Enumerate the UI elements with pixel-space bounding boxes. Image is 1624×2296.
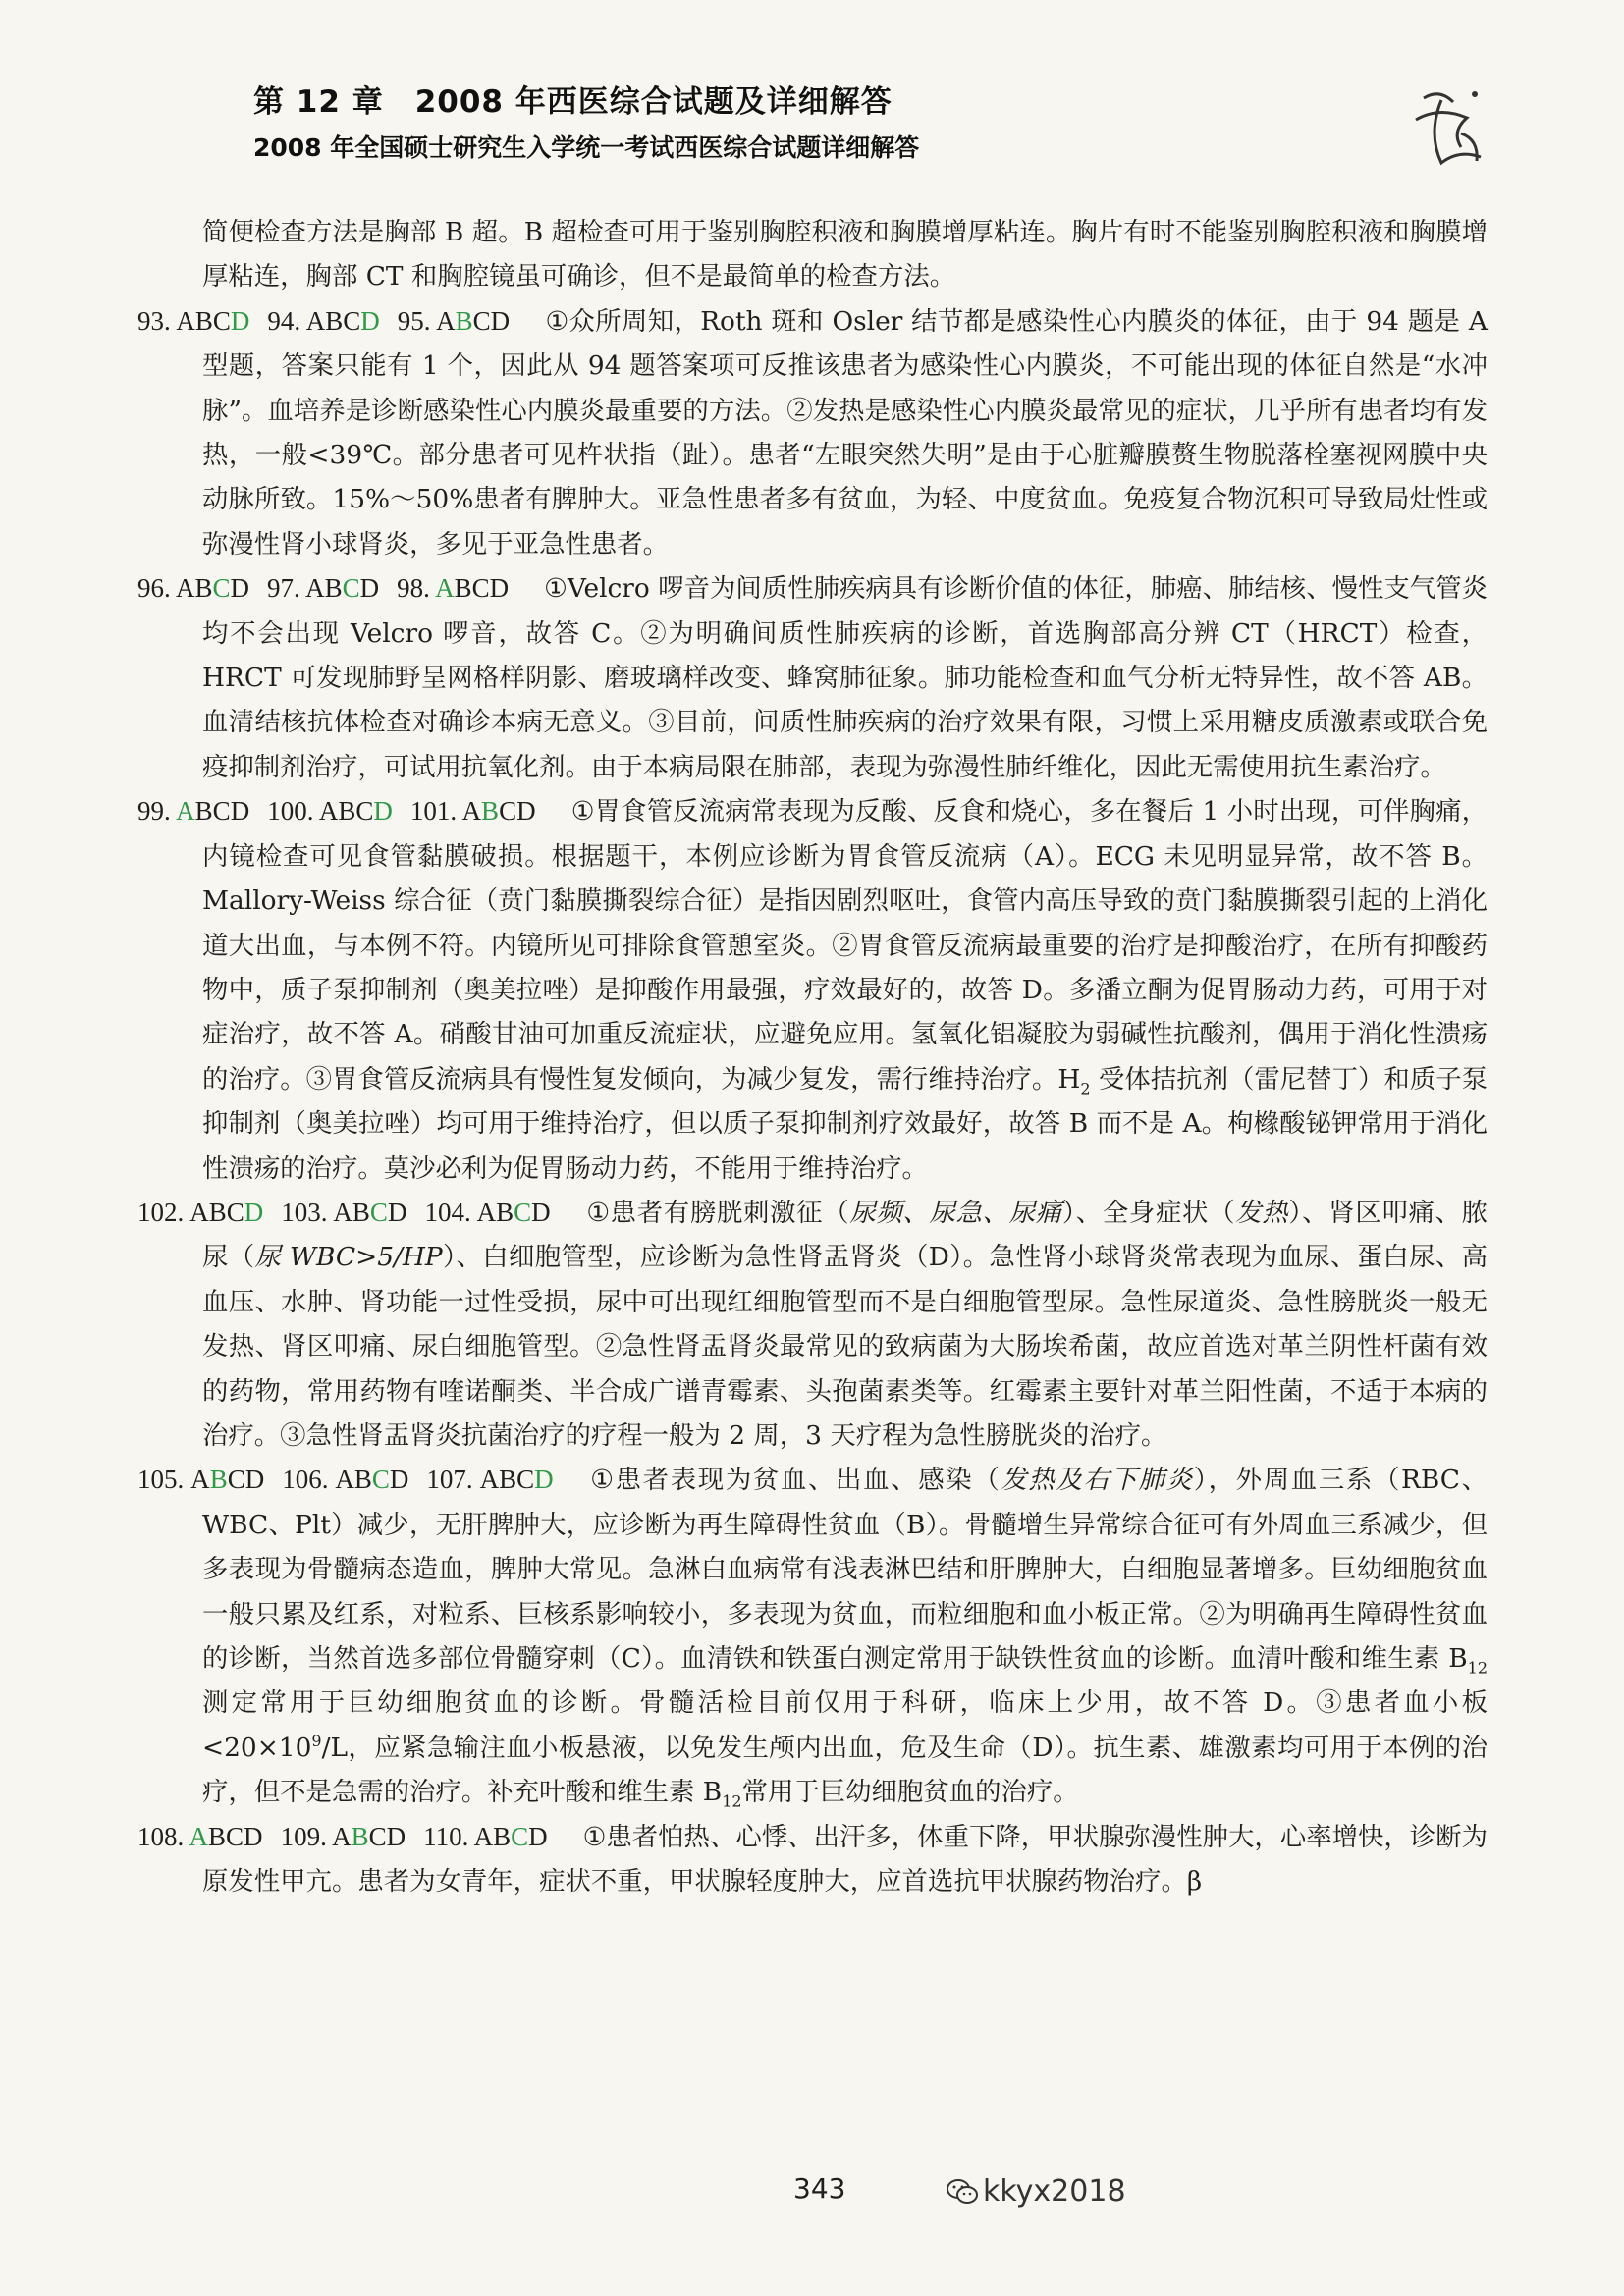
question-number: 108. [137,1821,185,1851]
answer-block-108-110: 108. ABCD 109. ABCD 110. ABCD ①患者怕热、心悸、出汗多，体重下降，甲状腺弥漫性肿大，心率增快，诊断为原发性甲亢。患者为女青年，症状不重，甲状腺轻度肿大，应首选抗甲状腺药物治疗。β [137,1821,1488,1897]
question-number: 110. [423,1821,469,1851]
explanation-text: /L，应紧急输注血小板悬液，以免发生颅内出血，危及生命（D）。抗生素、雄激素均可用于本例的治疗，但不是急需的治疗。补充叶酸和维生素 B [202,1732,1488,1808]
question-number: 102. [137,1197,185,1227]
explanation-text: ），外周血三系（RBC、WBC、Plt）减少，无肝脾肿大，应诊断为再生障碍性贫血（B）。骨髓增生异常综合征可有外周血三系减少，但多表现为骨髓病态造血，脾肿大常见。急淋白血病常有浅表淋巴结和肝脾肿大，白细胞显著增多。巨幼细胞贫血一般只累及红系，对粒系、巨核系影响较小，多表现为贫血，而粒细胞和血小板正常。②为明确再生障碍性贫血的诊断，当然首选多部位骨髓穿刺（C）。血清铁和铁蛋白测定常用于缺铁性贫血的诊断。血清叶酸和维生素 B [202,1465,1489,1674]
italic-text: 尿频、尿急、尿痛 [849,1197,1062,1228]
watermark [946,2174,1126,2209]
question-number: 96. [137,573,171,604]
answer-block-105-107: 105. ABCD 106. ABCD 107. ABCD ①患者表现为贫血、出血、感染（发热及右下肺炎），外周血三系（RBC、WBC、Plt）减少，无肝脾肿大，应诊断为再生障碍性贫血（B）。骨髓增生异常综合征可有外周血三系减少，但多表现为骨髓病态造血，脾肿大常见。急淋白血病常有浅表淋巴结和肝脾肿大，白细胞显著增多。巨幼细胞贫血一般只累及红系，对粒系、巨核系影响较小，多表现为贫血，而粒细胞和血小板正常。②为明确再生障碍性贫血的诊断，当然首选多部位骨髓穿刺（C）。血清铁和铁蛋白测定常用于缺铁性贫血的诊断。血清叶酸和维生素 $B_{12}$测定常用于巨幼细胞贫血的诊断。骨髓活检目前仅用于科研，临床上少用，故不答 D。③患者血小板$<20\times 10^9/L$，应紧急输注血小板悬液，以免发生颅内出血，危及生命（D）。抗生素、雄激素均可用于本例的治疗，但不是急需的治疗。补充叶酸和维生素 $B_{12}$常用于巨幼细胞贫血的治疗。 [137,1465,1489,1811]
watermark-text: kkyx2018 [983,2174,1126,2209]
question-number: 98. [397,573,430,604]
publisher-logo-icon [1402,79,1492,177]
chapter-title: 第 12 章 2008 年西医综合试题及详细解答 [253,84,893,120]
question-number: 109. [280,1821,327,1851]
answer-block-99-101: 99. ABCD 100. ABCD 101. ABCD ①胃食管反流病常表现为反酸、反食和烧心，多在餐后 1 小时出现，可伴胸痛，内镜检查可见食管黏膜破损。根据题干，本例应诊断为胃食管反流病（A）。ECG 未见明显异常，故不答 B。Mallory-Weiss 综合征（贲门黏膜撕裂综合征）是指因剧烈呕吐，食管内高压导致的贲门黏膜撕裂引起的上消化道大出血，与本例不符。内镜所见可排除食管憩室炎。②胃食管反流病最重要的治疗是抑酸治疗，在所有抑酸药物中，质子泵抑制剂（奥美拉唑）是抑酸作用最强，疗效最好的，故答 D。多潘立酮为促胃肠动力药，可用于对症治疗，故不答 A。硝酸甘油可加重反流症状，应避免应用。氢氧化铝凝胶为弱碱性抗酸剂，偶用于消化性溃疡的治疗。③胃食管反流病具有慢性复发倾向，为减少复发，需行维持治疗。$H_2$ 受体拮抗剂（雷尼替丁）和质子泵抑制剂（奥美拉唑）均可用于维持治疗，但以质子泵抑制剂疗效最好，故答 B 而不是 A。枸橼酸铋钾常用于消化性溃疡的治疗。莫沙必利为促胃肠动力药，不能用于维持治疗。 [137,796,1489,1184]
subscript: 12 [1467,1658,1488,1678]
answer-block-93-95: 93. ABCD 94. ABCD 95. ABCD ①众所周知，Roth 斑和 Osler 结节都是感染性心内膜炎的体征，由于 94 题是 A 型题，答案只能有 1 个，因此从 94 题答案项可反推该患者为感染性心内膜炎，不可能出现的体征自然是“水冲脉”。血培养是诊断感染性心内膜炎最重要的方法。②发热是感染性心内膜炎最常见的症状，几乎所有患者均有发热，一般<39℃。部分患者可见杵状指（趾）。患者“左眼突然失明”是由于心脏瓣膜赘生物脱落栓塞视网膜中央动脉所致。15%～50%患者有脾肿大。亚急性患者多有贫血，为轻、中度贫血。免疫复合物沉积可导致局灶性或弥漫性肾小球肾炎，多见于亚急性患者。 [137,305,1488,560]
page-number: 343 [793,2172,846,2205]
explanation-text: ①众所周知，Roth 斑和 Osler 结节都是感染性心内膜炎的体征，由于 94 题是 A 型题，答案只能有 1 个，因此从 94 题答案项可反推该患者为感染性心内膜炎，不可能出现的体征自然是“水冲脉”。血培养是诊断感染性心内膜炎最重要的方法。②发热是感染性心内膜炎最常见的症状，几乎所有患者均有发热，一般<39℃。部分患者可见杵状指（趾）。患者“左眼突然失明”是由于心脏瓣膜赘生物脱落栓塞视网膜中央动脉所致。15%～50%患者有脾肿大。亚急性患者多有贫血，为轻、中度贫血。免疫复合物沉积可导致局灶性或弥漫性肾小球肾炎，多见于亚急性患者。 [202,305,1488,560]
answer-block-102-104: 102. ABCD 103. ABCD 104. ABCD ①患者有膀胱刺激征（尿频、尿急、尿痛）、全身症状（发热）、肾区叩痛、脓尿（尿 WBC>5/HP）、白细胞管型，应诊断为急性肾盂肾炎（D）。急性肾小球肾炎常表现为血尿、蛋白尿、高血压、水肿、肾功能一过性受损，尿中可出现红细胞管型而不是白细胞管型尿。急性尿道炎、急性膀胱炎一般无发热、肾区叩痛、尿白细胞管型。②急性肾盂肾炎最常见的致病菌为大肠埃希菌，故应首选对革兰阴性杆菌有效的药物，常用药物有喹诺酮类、半合成广谱青霉素、头孢菌素类等。红霉素主要针对革兰阳性菌，不适于本病的治疗。③急性肾盂肾炎抗菌治疗的疗程一般为 2 周，3 天疗程为急性膀胱炎的治疗。 [137,1197,1489,1451]
explanation-text: ①患者表现为贫血、出血、感染（ [588,1465,1001,1496]
explanation-text: ①胃食管反流病常表现为反酸、反食和烧心，多在餐后 1 小时出现，可伴胸痛，内镜检查可见食管黏膜破损。根据题干，本例应诊断为胃食管反流病（A）。ECG 未见明显异常，故不答 B。Mallory-Weiss 综合征（贲门黏膜撕裂综合征）是指因剧烈呕吐，食管内高压导致的贲门黏膜撕裂引起的上消化道大出血，与本例不符。内镜所见可排除食管憩室炎。②胃食管反流病最重要的治疗是抑酸治疗，在所有抑酸药物中，质子泵抑制剂（奥美拉唑）是抑酸作用最强，疗效最好的，故答 D。多潘立酮为促胃肠动力药，可用于对症治疗，故不答 A。硝酸甘油可加重反流症状，应避免应用。氢氧化铝凝胶为弱碱性抗酸剂，偶用于消化性溃疡的治疗。③胃食管反流病具有慢性复发倾向，为减少复发，需行维持治疗。H [202,796,1489,1095]
question-number: 106. [282,1465,329,1495]
explanation-text: ）、肾区叩痛、脓尿（ [202,1197,1488,1273]
question-number: 103. [281,1197,328,1227]
question-number: 105. [137,1465,185,1495]
page-footer [0,2164,1624,2223]
explanation-text: ）、全身症状（ [1061,1197,1236,1228]
section-subtitle: 2008 年全国硕士研究生入学统一考试西医综合试题详细解答 [253,133,920,162]
question-number: 107. [426,1465,473,1495]
question-number: 104. [424,1197,471,1227]
superscript: 9 [311,1732,322,1751]
subscript: 12 [722,1791,742,1811]
explanation-text: ）、白细胞管型，应诊断为急性肾盂肾炎（D）。急性肾小球肾炎常表现为血尿、蛋白尿、高血压、水肿、肾功能一过性受损，尿中可出现红细胞管型而不是白细胞管型尿。急性尿道炎、急性膀胱炎一般无发热、肾区叩痛、尿白细胞管型。②急性肾盂肾炎最常见的致病菌为大肠埃希菌，故应首选对革兰阴性杆菌有效的药物，常用药物有喹诺酮类、半合成广谱青霉素、头孢菌素类等。红霉素主要针对革兰阳性菌，不适于本病的治疗。③急性肾盂肾炎抗菌治疗的疗程一般为 2 周，3 天疗程为急性膀胱炎的治疗。 [202,1242,1489,1451]
paragraph-continuation: 简便检查方法是胸部 B 超。B 超检查可用于鉴别胸腔积液和胸膜增厚粘连。胸片有时不能鉴别胸腔积液和胸膜增厚粘连，胸部 CT 和胸腔镜虽可确诊，但不是最简单的检查方法。 [202,217,1488,293]
question-number: 94. [267,305,301,336]
explanation-text: 测定常用于巨幼细胞贫血的诊断。骨髓活检目前仅用于科研，临床上少用，故不答 D。③患者血小板<20×10 [202,1687,1488,1763]
question-number: 97. [267,573,300,604]
explanation-text: ①Velcro 啰音为间质性肺疾病具有诊断价值的体征，肺癌、肺结核、慢性支气管炎均不会出现 Velcro 啰音，故答 C。②为明确间质性肺疾病的诊断，首选胸部高分辨 CT（HRCT）检查，HRCT 可发现肺野呈网格样阴影、磨玻璃样改变、蜂窝肺征象。肺功能检查和血气分析无特异性，故不答 AB。血清结核抗体检查对确诊本病无意义。③目前，间质性肺疾病的治疗效果有限，习惯上采用糖皮质激素或联合免疫抑制剂治疗，可试用抗氧化剂。由于本病局限在肺部，表现为弥漫性肺纤维化，因此无需使用抗生素治疗。 [202,573,1488,782]
italic-text: 尿 WBC>5/HP [254,1242,443,1273]
question-number: 100. [267,796,314,827]
question-number: 101. [409,796,458,827]
wechat-icon [946,2178,979,2206]
italic-text: 发热 [1235,1197,1289,1228]
answer-block-96-98: 96. ABCD 97. ABCD 98. ABCD ①Velcro 啰音为间质性肺疾病具有诊断价值的体征，肺癌、肺结核、慢性支气管炎均不会出现 Velcro 啰音，故答 C。②为明确间质性肺疾病的诊断，首选胸部高分辨 CT（HRCT）检查，HRCT 可发现肺野呈网格样阴影、磨玻璃样改变、蜂窝肺征象。肺功能检查和血气分析无特异性，故不答 AB。血清结核抗体检查对确诊本病无意义。③目前，间质性肺疾病的治疗效果有限，习惯上采用糖皮质激素或联合免疫抑制剂治疗，可试用抗氧化剂。由于本病局限在肺部，表现为弥漫性肺纤维化，因此无需使用抗生素治疗。 [137,573,1488,782]
answer-explanations [137,210,1488,1903]
question-number: 93. [137,305,171,336]
explanation-text: 常用于巨幼细胞贫血的治疗。 [741,1777,1079,1808]
explanation-text: ①患者怕热、心悸、出汗多，体重下降，甲状腺弥漫性肿大，心率增快，诊断为原发性甲亢。患者为女青年，症状不重，甲状腺轻度肿大，应首选抗甲状腺药物治疗。β [202,1821,1488,1897]
explanation-text: 受体拮抗剂（雷尼替丁）和质子泵抑制剂（奥美拉唑）均可用于维持治疗，但以质子泵抑制剂疗效最好，故答 B 而不是 A。枸橼酸铋钾常用于消化性溃疡的治疗。莫沙必利为促胃肠动力药，不能用于维持治疗。 [202,1063,1488,1184]
italic-text: 发热及右下肺炎 [1001,1465,1194,1496]
question-number: 99. [137,796,171,827]
question-number: 95. [397,305,431,336]
subscript: 2 [1080,1079,1091,1097]
explanation-text: ①患者有膀胱刺激征（ [585,1197,850,1228]
page-header [253,77,919,164]
